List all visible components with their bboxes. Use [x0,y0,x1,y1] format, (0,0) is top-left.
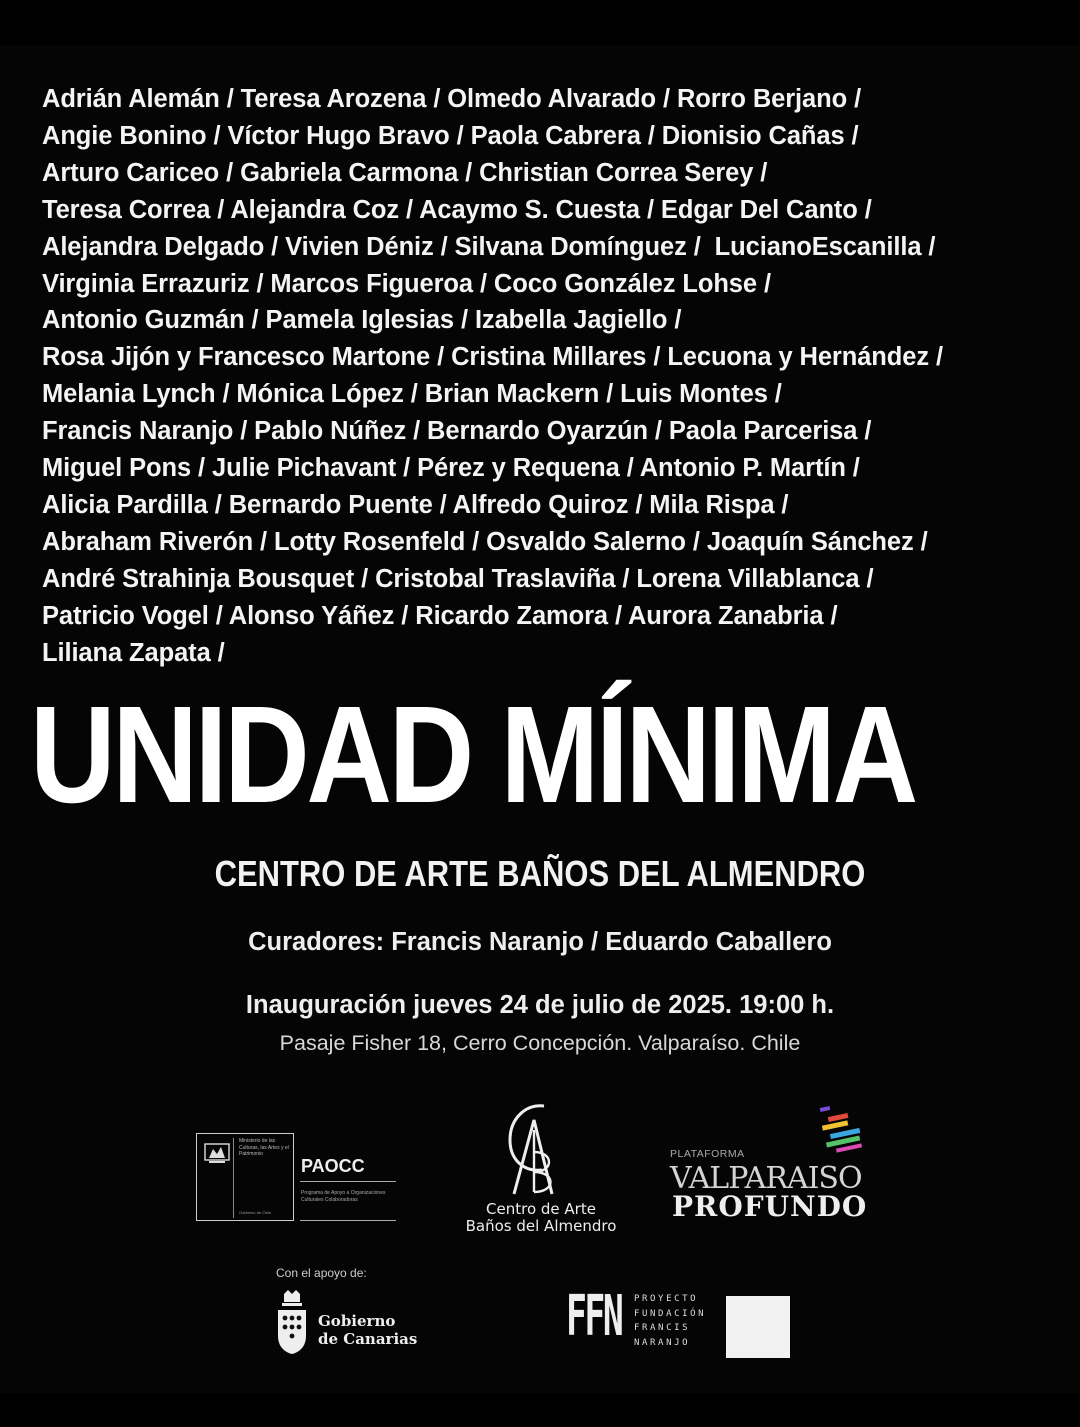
artist-line: Abraham Riverón / Lotty Rosenfeld / Osvaldo Salerno / Joaquín Sánchez / [42,527,928,556]
paocc-rule-top [300,1181,396,1182]
gobierno-canarias-logo [274,1288,424,1358]
ministerio-text: Ministerio de las Culturas, las Artes y el Patrimonio [239,1138,289,1157]
artist-line: Patricio Vogel / Alonso Yáñez / Ricardo Zamora / Aurora Zanabria / [42,601,838,630]
exhibition-title: UNIDAD MÍNIMA [30,678,915,832]
artist-line: Adrián Alemán / Teresa Arozena / Olmedo Alvarado / Rorro Berjano / [42,85,862,113]
ffn-letters: FFN [566,1284,622,1349]
ffn-word: FRANCIS [634,1323,691,1333]
top-border [0,0,1080,45]
artist-line: André Strahinja Bousquet / Cristobal Traslaviña / Lorena Villablanca / [42,564,874,593]
gobierno-line2: de Canarias [318,1330,418,1348]
gobierno-chile-text: Gobierno de Chile [239,1210,272,1215]
gobierno-line1: Gobierno [318,1312,396,1330]
curators-line: Curadores: Francis Naranjo / Eduardo Caballero [248,928,832,956]
artist-line: Antonio Guzmán / Pamela Iglesias / Izabella Jagiello / [42,306,682,335]
canarias-shield-icon [274,1288,310,1356]
ministerio-paocc-logo [196,1133,402,1223]
artist-line: Liliana Zapata / [42,638,225,667]
ffn-word: PROYECTO [634,1294,699,1304]
paocc-subtitle: Programa de Apoyo a Organizaciones Culturales Colaboradoras [301,1190,386,1203]
centro-arte-logo [444,1100,638,1240]
artist-list [42,81,1062,672]
support-label: Con el apoyo de: [276,1266,367,1280]
ffn-square [726,1296,790,1358]
artist-line: Francis Naranjo / Pablo Núñez / Bernardo Oyarzún / Paola Parcerisa / [42,417,872,446]
valparaiso-profundo-logo [668,1105,880,1230]
cab-name-line1: Centro de Arte [486,1200,596,1218]
vp-valparaiso: VALPARAISO [670,1161,862,1196]
artist-line: Melania Lynch / Mónica López / Brian Mackern / Luis Montes / [42,380,782,409]
artist-line: Alicia Pardilla / Bernardo Puente / Alfredo Quiroz / Mila Rispa / [42,490,789,519]
vp-plataforma: PLATAFORMA [670,1148,745,1160]
opening-date: Inauguración jueves 24 de julio de 2025. 19:00 h. [245,991,835,1019]
ministerio-box [196,1133,294,1221]
ffn-logo [566,1284,796,1362]
ffn-words [634,1292,707,1350]
ffn-word: NARANJO [634,1337,691,1348]
paocc-rule-bottom [300,1220,396,1221]
artist-line: Alejandra Delgado / Vivien Déniz / Silvana Domínguez / LucianoEscanilla / [42,232,936,261]
venue-name: CENTRO DE ARTE BAÑOS DEL ALMENDRO [214,853,866,894]
cab-name-line2: Baños del Almendro [465,1217,617,1235]
artist-line: Miguel Pons / Julie Pichavant / Pérez y Requena / Antonio P. Martín / [42,454,860,483]
artist-line: Angie Bonino / Víctor Hugo Bravo / Paola Cabrera / Dionisio Cañas / [42,121,859,150]
cab-monogram-icon [496,1100,566,1196]
bottom-border [0,1393,1080,1427]
vp-profundo: PROFUNDO [672,1190,868,1223]
artist-line: Teresa Correa / Alejandra Coz / Acaymo S. Cuesta / Edgar Del Canto / [42,195,872,224]
ministerio-divider [233,1138,234,1218]
artist-line: Arturo Cariceo / Gabriela Carmona / Christian Correa Serey / [42,158,768,187]
paocc-title: PAOCC [301,1156,365,1176]
artist-line: Virginia Errazuriz / Marcos Figueroa / Coco González Lohse / [42,269,771,298]
artist-line: Rosa Jijón y Francesco Martone / Cristina Millares / Lecuona y Hernández / [42,343,943,372]
ffn-word: FUNDACIÓN [634,1308,707,1319]
venue-address: Pasaje Fisher 18, Cerro Concepción. Valparaíso. Chile [279,1031,801,1055]
chile-emblem-icon [203,1140,231,1166]
color-stripes-icon [818,1105,866,1153]
